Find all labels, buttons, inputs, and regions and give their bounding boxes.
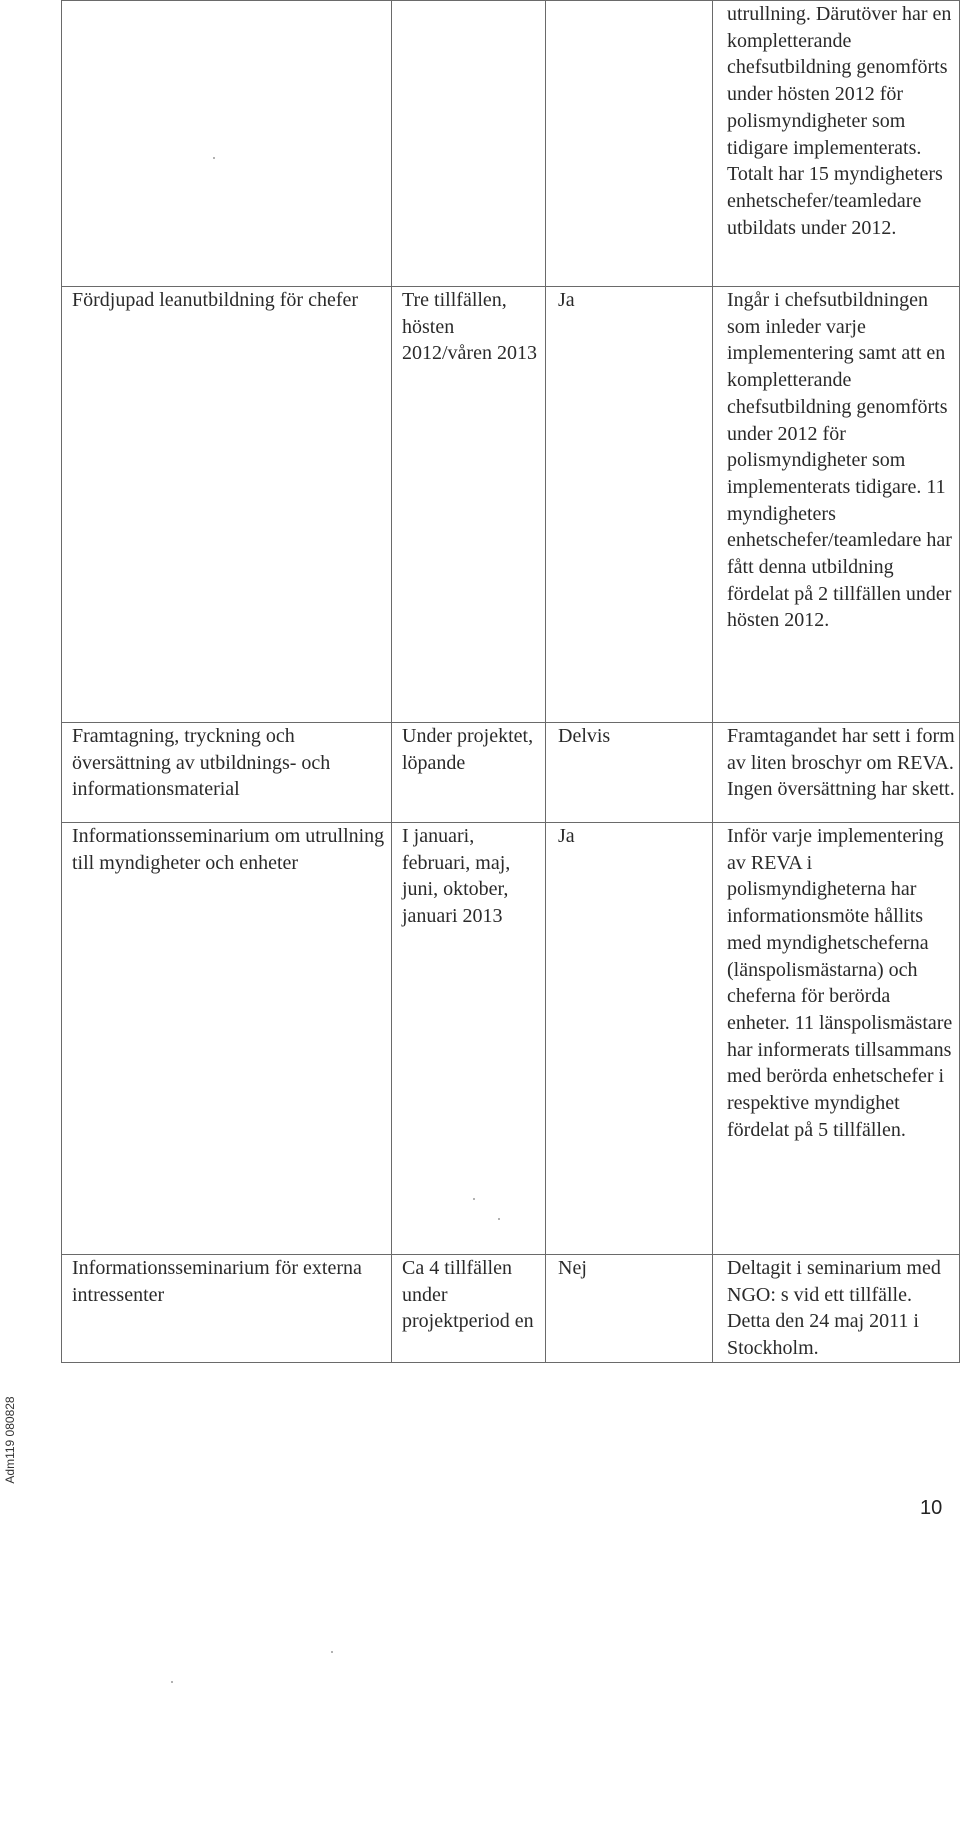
activity-cell [62,1,392,287]
done-cell: Nej [546,1255,713,1363]
table-row [62,823,960,1255]
activity-cell: Informationsseminarium för externa intressenter [62,1255,392,1363]
scan-speck [498,1218,500,1220]
activity-cell: Fördjupad leanutbildning för chefer [62,287,392,723]
comment-cell: Deltagit i seminarium med NGO: s vid ett tillfälle. Detta den 24 maj 2011 i Stockholm. [713,1255,960,1363]
table-row [62,723,960,823]
scan-speck [213,157,215,159]
timing-cell: Ca 4 tillfällen under projektperiod en [392,1255,546,1363]
comment-cell: utrullning. Därutöver har en kompletterande chefsutbildning genomförts under hösten 2012 för polismyndigheter som tidigare implementerats. Totalt har 15 myndigheters enhetschefer/teamledare utbildats under 2012. [713,1,960,287]
done-cell: Ja [546,823,713,1255]
report-table [61,0,960,1363]
scan-speck [331,1651,333,1653]
done-cell: Delvis [546,723,713,823]
comment-cell: Framtagandet har sett i form av liten broschyr om REVA. Ingen översättning har skett. [713,723,960,823]
document-id-text: Adm119 080828 [3,1396,17,1484]
comment-cell: Inför varje implementering av REVA i polismyndigheterna har informationsmöte hållits med myndighetscheferna (länspolismästarna) och cheferna för berörda enheter. 11 länspolismästare har informerats tillsammans med berörda enhetschefer i respektive myndighet fördelat på 5 tillfällen. [713,823,960,1255]
scan-speck [473,1198,475,1200]
timing-cell: Tre tillfällen, hösten 2012/våren 2013 [392,287,546,723]
table-row [62,1,960,287]
page-number: 10 [920,1497,943,1519]
activity-cell: Informationsseminarium om utrullning till myndigheter och enheter [62,823,392,1255]
timing-cell: Under projektet, löpande [392,723,546,823]
done-cell: Ja [546,287,713,723]
document-id-margin [2,1395,16,1485]
comment-cell: Ingår i chefsutbildningen som inleder varje implementering samt att en kompletterande chefsutbildning genomförts under 2012 för polismyndigheter som implementerats tidigare. 11 myndigheters enhetschefer/teamledare har fått denna utbildning fördelat på 2 tillfällen under hösten 2012. [713,287,960,723]
done-cell [546,1,713,287]
table-row [62,287,960,723]
timing-cell: I januari, februari, maj, juni, oktober, januari 2013 [392,823,546,1255]
table-row [62,1255,960,1363]
activity-cell: Framtagning, tryckning och översättning av utbildnings- och informationsmaterial [62,723,392,823]
scan-speck [171,1681,173,1683]
timing-cell [392,1,546,287]
